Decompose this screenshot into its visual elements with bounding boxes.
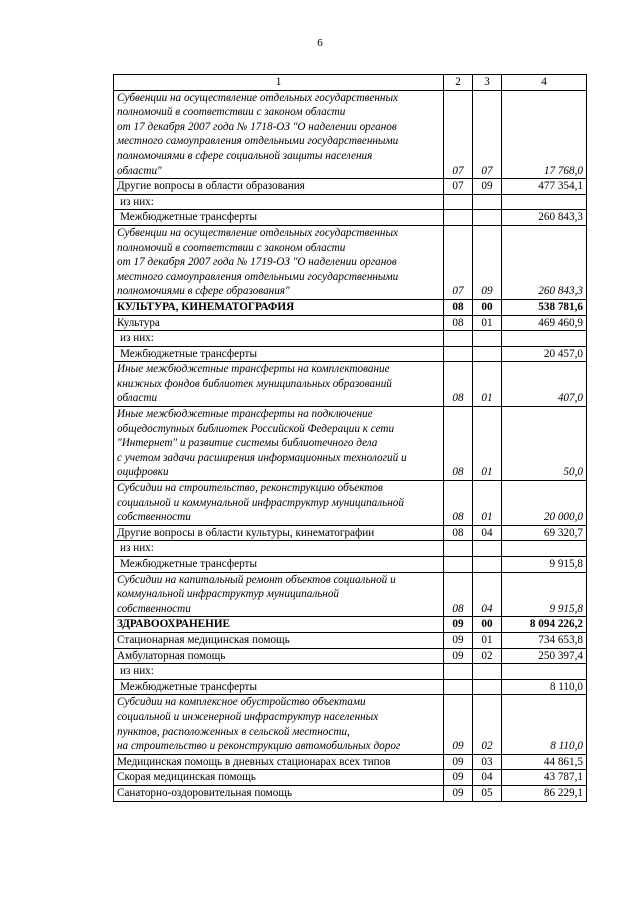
table-header-row — [114, 75, 587, 91]
subsection-code: 04 — [473, 572, 502, 617]
description-line: области" — [117, 164, 162, 177]
table-row — [114, 90, 587, 179]
table-row — [114, 179, 587, 195]
table-row — [114, 679, 587, 695]
section-code: 08 — [444, 481, 473, 526]
subsection-code — [473, 346, 502, 362]
description-line: Субсидии на строительство, реконструкцию объектов — [117, 482, 383, 495]
row-description — [114, 179, 444, 195]
description-line: коммунальной инфраструктур муниципальной — [117, 588, 340, 601]
description-line: собственности — [117, 602, 191, 615]
subsection-code — [473, 664, 502, 680]
budget-table — [113, 74, 587, 802]
row-description — [114, 572, 444, 617]
description-line: собственности — [117, 511, 191, 524]
subsection-code: 03 — [473, 754, 502, 770]
row-description — [114, 679, 444, 695]
amount: 8 110,0 — [502, 679, 587, 695]
row-description — [114, 210, 444, 226]
row-description — [114, 90, 444, 179]
table-row — [114, 315, 587, 331]
description-line: местного самоуправления отдельными государственными — [117, 270, 399, 283]
description-line: общедоступных библиотек Российской Федерации к сети — [117, 422, 395, 435]
section-code: 09 — [444, 617, 473, 633]
amount: 69 320,7 — [502, 525, 587, 541]
table-row — [114, 785, 587, 801]
table-row — [114, 225, 587, 299]
subsection-code — [473, 679, 502, 695]
row-description — [114, 362, 444, 407]
subsection-code: 01 — [473, 481, 502, 526]
row-description — [114, 754, 444, 770]
description-line: Субсидии на комплексное обустройство объектами — [117, 696, 366, 709]
subsection-code: 09 — [473, 179, 502, 195]
header-col-1: 1 — [114, 75, 444, 91]
amount: 20 457,0 — [502, 346, 587, 362]
subsection-code — [473, 541, 502, 557]
amount: 250 397,4 — [502, 648, 587, 664]
subsection-code: 00 — [473, 299, 502, 315]
description-line: области — [117, 392, 158, 405]
description-line: социальной и инженерной инфраструктур населенных — [117, 710, 379, 723]
row-description — [114, 541, 444, 557]
table-row — [114, 299, 587, 315]
header-col-2: 2 — [444, 75, 473, 91]
row-description — [114, 648, 444, 664]
subsection-code: 04 — [473, 770, 502, 786]
amount: 50,0 — [502, 407, 587, 481]
subsection-code — [473, 557, 502, 573]
subsection-code: 01 — [473, 632, 502, 648]
amount: 260 843,3 — [502, 225, 587, 299]
row-description — [114, 632, 444, 648]
table-row — [114, 541, 587, 557]
description-line: Другие вопросы в области образования — [117, 180, 305, 193]
description-line: Субвенции на осуществление отдельных государственных — [117, 226, 399, 239]
amount: 8 110,0 — [502, 695, 587, 754]
description-line: Культура — [117, 316, 160, 329]
row-description — [114, 617, 444, 633]
row-description — [114, 785, 444, 801]
amount — [502, 541, 587, 557]
amount: 17 768,0 — [502, 90, 587, 179]
subsection-code: 00 — [473, 617, 502, 633]
section-code — [444, 679, 473, 695]
description-line: полномочий в соответствии с законом области — [117, 106, 346, 119]
subsection-code: 05 — [473, 785, 502, 801]
subsection-code — [473, 331, 502, 347]
table-row — [114, 407, 587, 481]
amount — [502, 664, 587, 680]
description-line: Иные межбюджетные трансферты на комплектование — [117, 363, 390, 376]
amount: 9 915,8 — [502, 557, 587, 573]
table-row — [114, 557, 587, 573]
section-code: 09 — [444, 632, 473, 648]
section-code: 08 — [444, 299, 473, 315]
subsection-code: 01 — [473, 407, 502, 481]
table-row — [114, 695, 587, 754]
description-line: КУЛЬТУРА, КИНЕМАТОГРАФИЯ — [117, 300, 295, 313]
table-row — [114, 331, 587, 347]
subsection-code: 07 — [473, 90, 502, 179]
subsection-code: 09 — [473, 225, 502, 299]
description-line: с учетом задачи расширения информационных технологий и — [117, 451, 407, 464]
description-line: социальной и коммунальной инфраструктур муниципальной — [117, 496, 404, 509]
description-line: "Интернет" и развитие системы библиотечного дела — [117, 437, 378, 450]
row-description — [114, 225, 444, 299]
description-line: из них: — [120, 542, 154, 555]
description-line: полномочиями в сфере социальной защиты населения — [117, 149, 373, 162]
amount: 8 094 226,2 — [502, 617, 587, 633]
description-line: полномочиями в сфере образования" — [117, 285, 290, 298]
table-row — [114, 572, 587, 617]
description-line: от 17 декабря 2007 года № 1719-ОЗ "О наделении органов — [117, 256, 397, 269]
description-line: ЗДРАВООХРАНЕНИЕ — [117, 618, 230, 631]
row-description — [114, 664, 444, 680]
amount: 86 229,1 — [502, 785, 587, 801]
description-line: из них: — [120, 665, 154, 678]
description-line: Санаторно-оздоровительная помощь — [117, 786, 293, 799]
description-line: Другие вопросы в области культуры, кинематографии — [117, 526, 375, 539]
amount: 734 653,8 — [502, 632, 587, 648]
description-line: Межбюджетные трансферты — [120, 211, 257, 224]
section-code — [444, 664, 473, 680]
description-line: Медицинская помощь в дневных стационарах всех типов — [117, 755, 391, 768]
row-description — [114, 695, 444, 754]
section-code: 09 — [444, 695, 473, 754]
row-description — [114, 557, 444, 573]
table-row — [114, 632, 587, 648]
subsection-code: 02 — [473, 648, 502, 664]
table-row — [114, 346, 587, 362]
description-line: местного самоуправления отдельными государственными — [117, 135, 399, 148]
row-description — [114, 407, 444, 481]
row-description — [114, 770, 444, 786]
subsection-code — [473, 210, 502, 226]
description-line: Межбюджетные трансферты — [120, 558, 257, 570]
row-description — [114, 481, 444, 526]
subsection-code: 01 — [473, 315, 502, 331]
row-description — [114, 331, 444, 347]
section-code: 09 — [444, 770, 473, 786]
row-description — [114, 315, 444, 331]
amount: 260 843,3 — [502, 210, 587, 226]
section-code — [444, 331, 473, 347]
description-line: Стационарная медицинская помощь — [117, 633, 290, 646]
description-line: на строительство и реконструкцию автомобильных дорог — [117, 740, 401, 753]
section-code: 07 — [444, 225, 473, 299]
section-code: 09 — [444, 785, 473, 801]
amount: 469 460,9 — [502, 315, 587, 331]
description-line: Межбюджетные трансферты — [120, 680, 257, 693]
description-line: полномочий в соответствии с законом области — [117, 241, 346, 254]
amount — [502, 194, 587, 210]
table-row — [114, 525, 587, 541]
table-row — [114, 770, 587, 786]
description-line: Скорая медицинская помощь — [117, 771, 256, 784]
amount: 538 781,6 — [502, 299, 587, 315]
section-code: 08 — [444, 362, 473, 407]
table-row — [114, 617, 587, 633]
section-code: 08 — [444, 315, 473, 331]
description-line: книжных фондов библиотек муниципальных образований — [117, 377, 392, 390]
section-code — [444, 541, 473, 557]
amount: 44 861,5 — [502, 754, 587, 770]
amount — [502, 331, 587, 347]
section-code — [444, 210, 473, 226]
header-col-4: 4 — [502, 75, 587, 91]
subsection-code — [473, 194, 502, 210]
section-code: 08 — [444, 407, 473, 481]
table-row — [114, 664, 587, 680]
page-number: 6 — [317, 37, 323, 49]
section-code: 07 — [444, 179, 473, 195]
subsection-code: 01 — [473, 362, 502, 407]
description-line: оцифровки — [117, 466, 169, 479]
amount: 477 354,1 — [502, 179, 587, 195]
description-line: из них: — [120, 195, 154, 208]
section-code: 09 — [444, 754, 473, 770]
row-description — [114, 525, 444, 541]
description-line: от 17 декабря 2007 года № 1718-ОЗ "О наделении органов — [117, 120, 397, 133]
row-description — [114, 299, 444, 315]
table-row — [114, 481, 587, 526]
section-code — [444, 346, 473, 362]
description-line: пунктов, расположенных в сельской местности, — [117, 725, 350, 738]
table-row — [114, 362, 587, 407]
amount: 43 787,1 — [502, 770, 587, 786]
table-row — [114, 754, 587, 770]
description-line: из них: — [120, 332, 154, 345]
section-code: 07 — [444, 90, 473, 179]
description-line: Амбулаторная помощь — [117, 649, 226, 662]
row-description — [114, 346, 444, 362]
description-line: Иные межбюджетные трансферты на подключение — [117, 408, 373, 421]
description-line: Субсидии на капитальный ремонт объектов социальной и — [117, 573, 396, 586]
description-line: Субвенции на осуществление отдельных государственных — [117, 91, 399, 104]
section-code — [444, 557, 473, 573]
description-line: Межбюджетные трансферты — [120, 347, 257, 360]
subsection-code: 02 — [473, 695, 502, 754]
amount: 9 915,8 — [502, 572, 587, 617]
table-row — [114, 194, 587, 210]
row-description — [114, 194, 444, 210]
table-row — [114, 648, 587, 664]
section-code: 08 — [444, 572, 473, 617]
amount: 407,0 — [502, 362, 587, 407]
amount: 20 000,0 — [502, 481, 587, 526]
section-code: 09 — [444, 648, 473, 664]
section-code — [444, 194, 473, 210]
header-col-3: 3 — [473, 75, 502, 91]
subsection-code: 04 — [473, 525, 502, 541]
section-code: 08 — [444, 525, 473, 541]
table-row — [114, 210, 587, 226]
